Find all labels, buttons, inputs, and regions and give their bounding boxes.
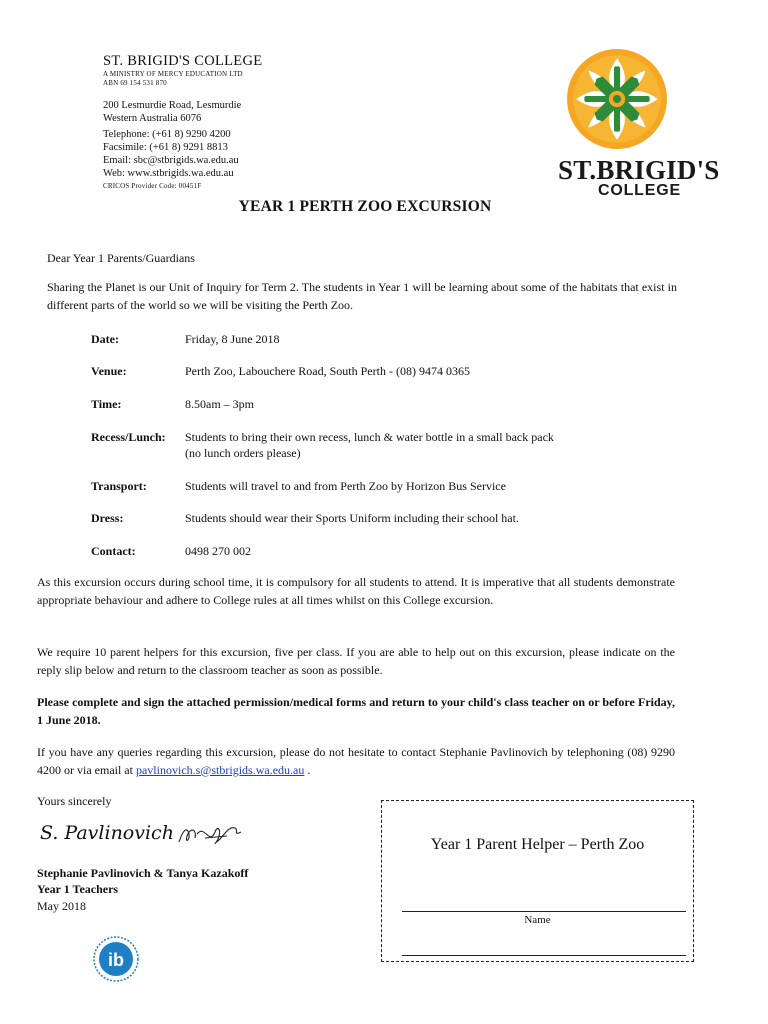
letter-date: May 2018: [37, 899, 86, 913]
detail-label-transport: Transport:: [91, 479, 147, 493]
cricos-line: CRICOS Provider Code: 00451F: [103, 182, 202, 190]
college-name: ST. BRIGID'S COLLEGE: [103, 53, 263, 69]
greeting: Dear Year 1 Parents/Guardians: [47, 251, 195, 265]
detail-label-venue: Venue:: [91, 364, 127, 378]
name-line[interactable]: [402, 911, 686, 912]
signature-pavlinovich: S. Pavlinovich: [40, 822, 174, 844]
ministry-line: A MINISTRY OF MERCY EDUCATION LTD: [103, 70, 243, 78]
intro-paragraph: Sharing the Planet is our Unit of Inquiry for Term 2. The students in Year 1 will be learning about some of the habitats that exist in different parts of the world so we will be visiting the Perth Zoo.: [47, 280, 677, 312]
detail-label-date: Date:: [91, 332, 119, 346]
email-link[interactable]: pavlinovich.s@stbrigids.wa.edu.au: [135, 762, 305, 777]
signature-line[interactable]: [402, 955, 686, 956]
detail-value-venue: Perth Zoo, Labouchere Road, South Perth - (08) 9474 0365: [185, 364, 470, 378]
logo-subword: COLLEGE: [598, 182, 681, 199]
detail-value-recess-lunch-note: (no lunch orders please): [185, 446, 301, 460]
logo-wordmark: ST.BRIGID'S: [558, 155, 720, 185]
detail-value-contact: 0498 270 002: [185, 544, 251, 558]
facsimile-line: Facsimile: (+61 8) 9291 8813: [103, 142, 228, 153]
ib-letters: ib: [108, 950, 124, 970]
telephone-line: Telephone: (+61 8) 9290 4200: [103, 129, 231, 140]
detail-value-recess-lunch: Students to bring their own recess, lunch & water bottle in a small back pack: [185, 430, 554, 444]
detail-label-contact: Contact:: [91, 544, 136, 558]
queries-paragraph: [37, 744, 675, 779]
compulsory-paragraph: As this excursion occurs during school time, it is compulsory for all students to attend. It is imperative that all students demonstrate appropriate behaviour and adhere to College rules at all times whilst on this College excursion.: [37, 575, 675, 607]
email-line: Email: sbc@stbrigids.wa.edu.au: [103, 155, 239, 166]
page-title: YEAR 1 PERTH ZOO EXCURSION: [238, 198, 492, 215]
forms-notice-paragraph: Please complete and sign the attached permission/medical forms and return to your child's class teacher on or before Friday, 1 June 2018.: [37, 695, 675, 727]
ib-world-school-icon: [93, 936, 139, 982]
queries-text: If you have any queries regarding this excursion, please do not hesitate to contact Stephanie Pavlinovich by telephoning (08) 9290 4200 or via email at: [37, 745, 675, 777]
detail-value-date: Friday, 8 June 2018: [185, 332, 280, 346]
college-crest-logo: [566, 48, 668, 150]
closing: Yours sincerely: [37, 794, 112, 808]
detail-value-dress: Students should wear their Sports Uniform including their school hat.: [185, 511, 519, 525]
web-line: Web: www.stbrigids.wa.edu.au: [103, 168, 234, 179]
reply-slip-title: Year 1 Parent Helper – Perth Zoo: [430, 836, 645, 853]
signature-kazakoff: [175, 820, 245, 850]
address-line1: 200 Lesmurdie Road, Lesmurdie: [103, 100, 242, 111]
signatories: Stephanie Pavlinovich & Tanya Kazakoff: [37, 866, 249, 880]
reply-slip: [381, 800, 694, 962]
signatory-role: Year 1 Teachers: [37, 882, 119, 896]
detail-value-transport: Students will travel to and from Perth Zoo by Horizon Bus Service: [185, 479, 506, 493]
detail-value-time: 8.50am – 3pm: [185, 397, 254, 411]
detail-label-time: Time:: [91, 397, 122, 411]
abn-line: ABN 69 154 531 870: [103, 79, 167, 87]
helpers-paragraph: We require 10 parent helpers for this excursion, five per class. If you are able to help out on this excursion, please indicate on the reply slip below and return to the classroom teacher as soon as possible.: [37, 645, 675, 677]
address-line2: Western Australia 6076: [103, 113, 202, 124]
detail-label-dress: Dress:: [91, 511, 124, 525]
detail-label-recess-lunch: Recess/Lunch:: [91, 430, 166, 444]
name-label: Name: [524, 914, 551, 926]
queries-end: .: [304, 762, 311, 777]
